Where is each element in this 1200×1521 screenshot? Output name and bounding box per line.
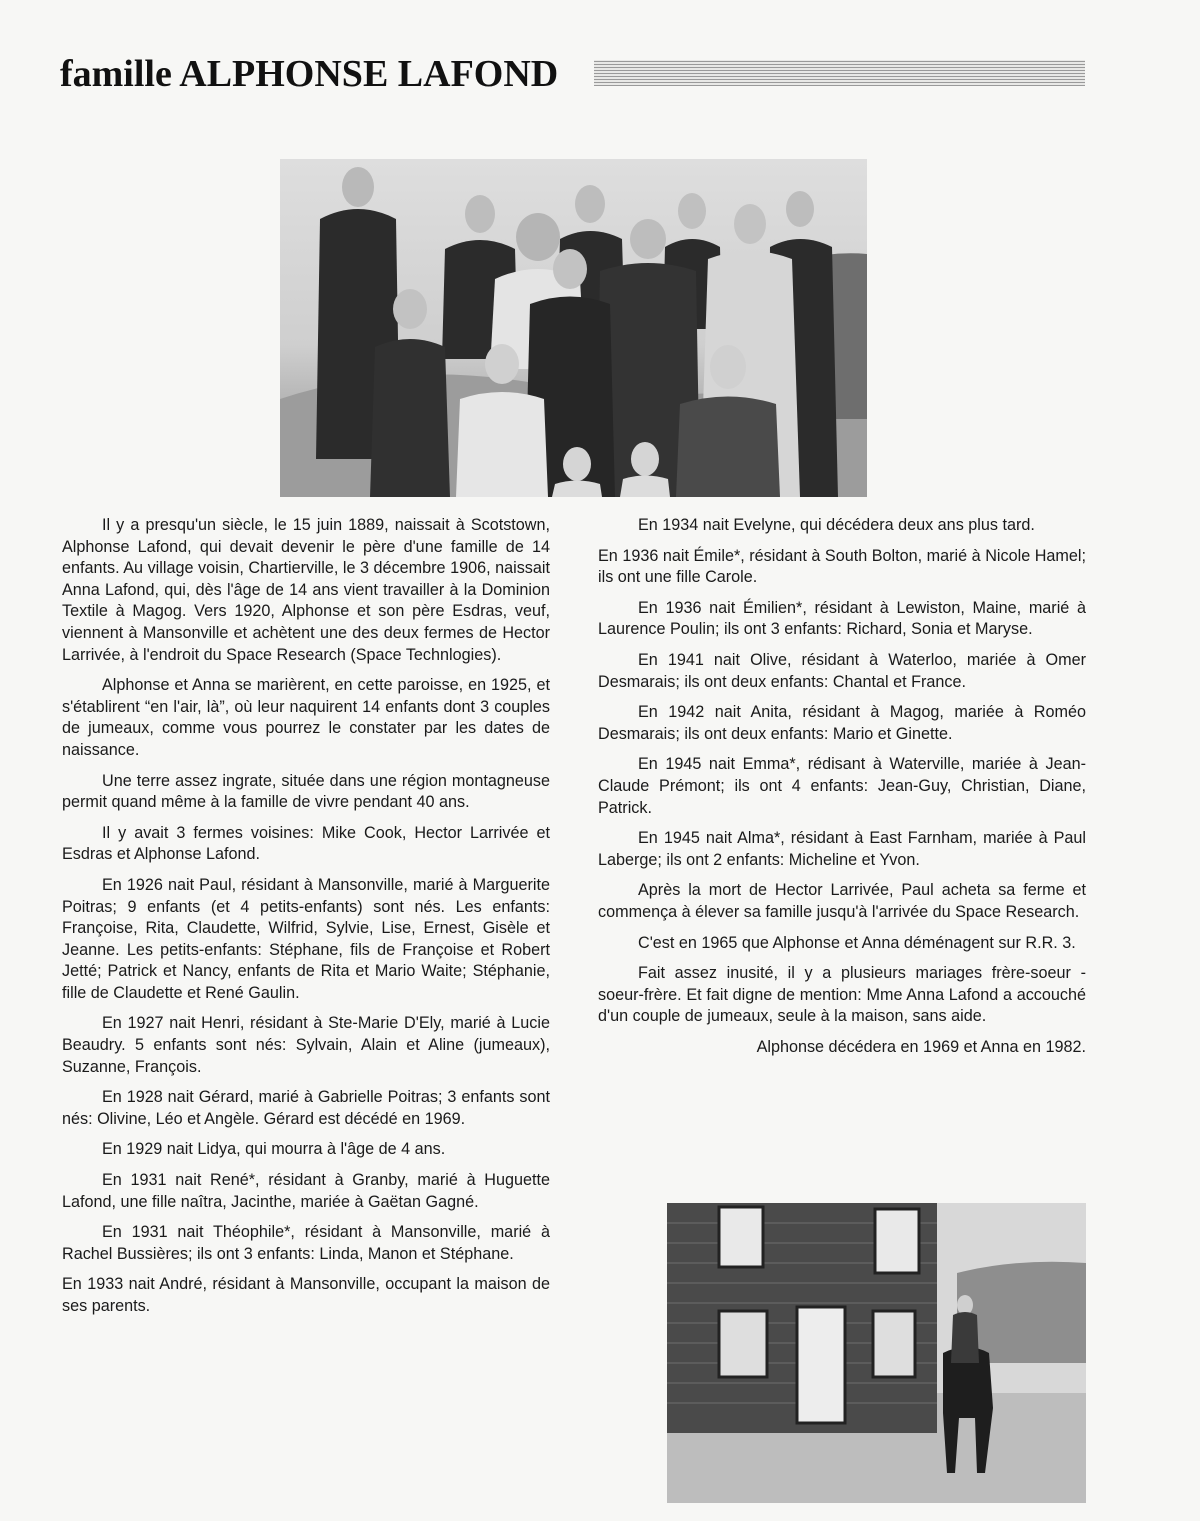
title-rule (594, 60, 1085, 86)
paragraph: En 1936 nait Émile*, résidant à South Bolton, marié à Nicole Hamel; ils ont une fille Carole. (598, 546, 1086, 587)
paragraph: En 1926 nait Paul, résidant à Mansonville, marié à Marguerite Poitras; 9 enfants (et 4 petits-enfants) sont nés. Les enfants: Françoise, Rita, Claudette, Wilfrid, Sylvie, Lise, Ernest, Gisèle et Jeanne. Les petits-enfants: Stéphane, fils de Françoise et Robert Jetté; Patrick et Nancy, enfants de Rita et Mario Waite; Stéphanie, fille de Claudette et René Gaulin. (62, 875, 550, 1002)
paragraph: C'est en 1965 que Alphonse et Anna déménagent sur R.R. 3. (638, 933, 1076, 952)
paragraph: Après la mort de Hector Larrivée, Paul acheta sa ferme et commença à élever sa famille jusqu'à l'arrivée du Space Research. (598, 881, 1086, 921)
paragraph: En 1936 nait Émilien*, résidant à Lewiston, Maine, marié à Laurence Poulin; ils ont 3 enfants: Richard, Sonia et Maryse. (598, 598, 1086, 639)
paragraph: En 1931 nait René*, résidant à Granby, marié à Huguette Lafond, une fille naîtra, Jacinthe, mariée à Gaëtan Gagné. (62, 1171, 550, 1211)
right-column (598, 515, 1086, 1067)
heading-row (60, 52, 1085, 96)
paragraph: En 1928 nait Gérard, marié à Gabrielle Poitras; 3 enfants sont nés: Olivine, Léo et Angèle. Gérard est décédé en 1969. (62, 1088, 550, 1128)
family-group-photo (280, 159, 867, 497)
paragraph: En 1942 nait Anita, résidant à Magog, mariée à Roméo Desmarais; ils ont deux enfants: Mario et Ginette. (598, 703, 1086, 743)
paragraph: En 1929 nait Lidya, qui mourra à l'âge de 4 ans. (102, 1140, 446, 1159)
closing-line: Alphonse décédera en 1969 et Anna en 1982. (756, 1037, 1086, 1056)
paragraph: En 1933 nait André, résidant à Mansonville, occupant la maison de ses parents. (62, 1275, 550, 1315)
left-column (62, 515, 550, 1327)
paragraph: En 1927 nait Henri, résidant à Ste-Marie D'Ely, marié à Lucie Beaudry. 5 enfants sont nés: Sylvain, Alain et Aline (jumeaux), Suzanne, François. (62, 1014, 550, 1076)
paragraph: En 1945 nait Alma*, résidant à East Farnham, mariée à Paul Laberge; ils ont 2 enfants: Micheline et Yvon. (598, 829, 1086, 869)
paragraph: En 1945 nait Emma*, rédisant à Waterville, mariée à Jean-Claude Prémont; ils ont 4 enfants: Jean-Guy, Christian, Diane, Patrick. (598, 755, 1086, 817)
paragraph: En 1934 nait Evelyne, qui décédera deux ans plus tard. (638, 516, 1035, 534)
page-title: famille ALPHONSE LAFOND (60, 53, 559, 95)
paragraph: Alphonse et Anna se marièrent, en cette paroisse, en 1925, et s'établirent “en l'air, là”, où leur naquirent 14 enfants dont 3 couples de jumeaux, comme vous pourrez le constater par les dates de naissance. (62, 676, 550, 759)
paragraph: En 1931 nait Théophile*, résidant à Mansonville, marié à Rachel Bussières; ils ont 3 enfants: Linda, Manon et Stéphane. (62, 1223, 550, 1263)
paragraph: Il y avait 3 fermes voisines: Mike Cook, Hector Larrivée et Esdras et Alphonse Lafond. (62, 823, 550, 864)
paragraph: Il y a presqu'un siècle, le 15 juin 1889, naissait à Scotstown, Alphonse Lafond, qui devait devenir le père d'une famille de 14 enfants. Au village voisin, Chartierville, le 3 décembre 1906, naissait Anna Lafond, qui, dès l'âge de 14 ans vient travailler à la Dominion Textile à Magog. Vers 1920, Alphonse et son père Esdras, veuf, viennent à Mansonville et achètent une des deux fermes de Hector Larrivée, à l'endroit du Space Research (Space Technlogies). (62, 516, 550, 664)
paragraph: En 1941 nait Olive, résidant à Waterloo, mariée à Omer Desmarais; ils ont deux enfants: Chantal et France. (598, 650, 1086, 691)
farmhouse-horse-rider-photo (667, 1203, 1086, 1503)
paragraph: Fait assez inusité, il y a plusieurs mariages frère-soeur - soeur-frère. Et fait digne de mention: Mme Anna Lafond a accouché d'un couple de jumeaux, seule à la maison, sans aide. (598, 964, 1086, 1026)
paragraph: Une terre assez ingrate, située dans une région montagneuse permit quand même à la famille de vivre pendant 40 ans. (62, 771, 550, 812)
